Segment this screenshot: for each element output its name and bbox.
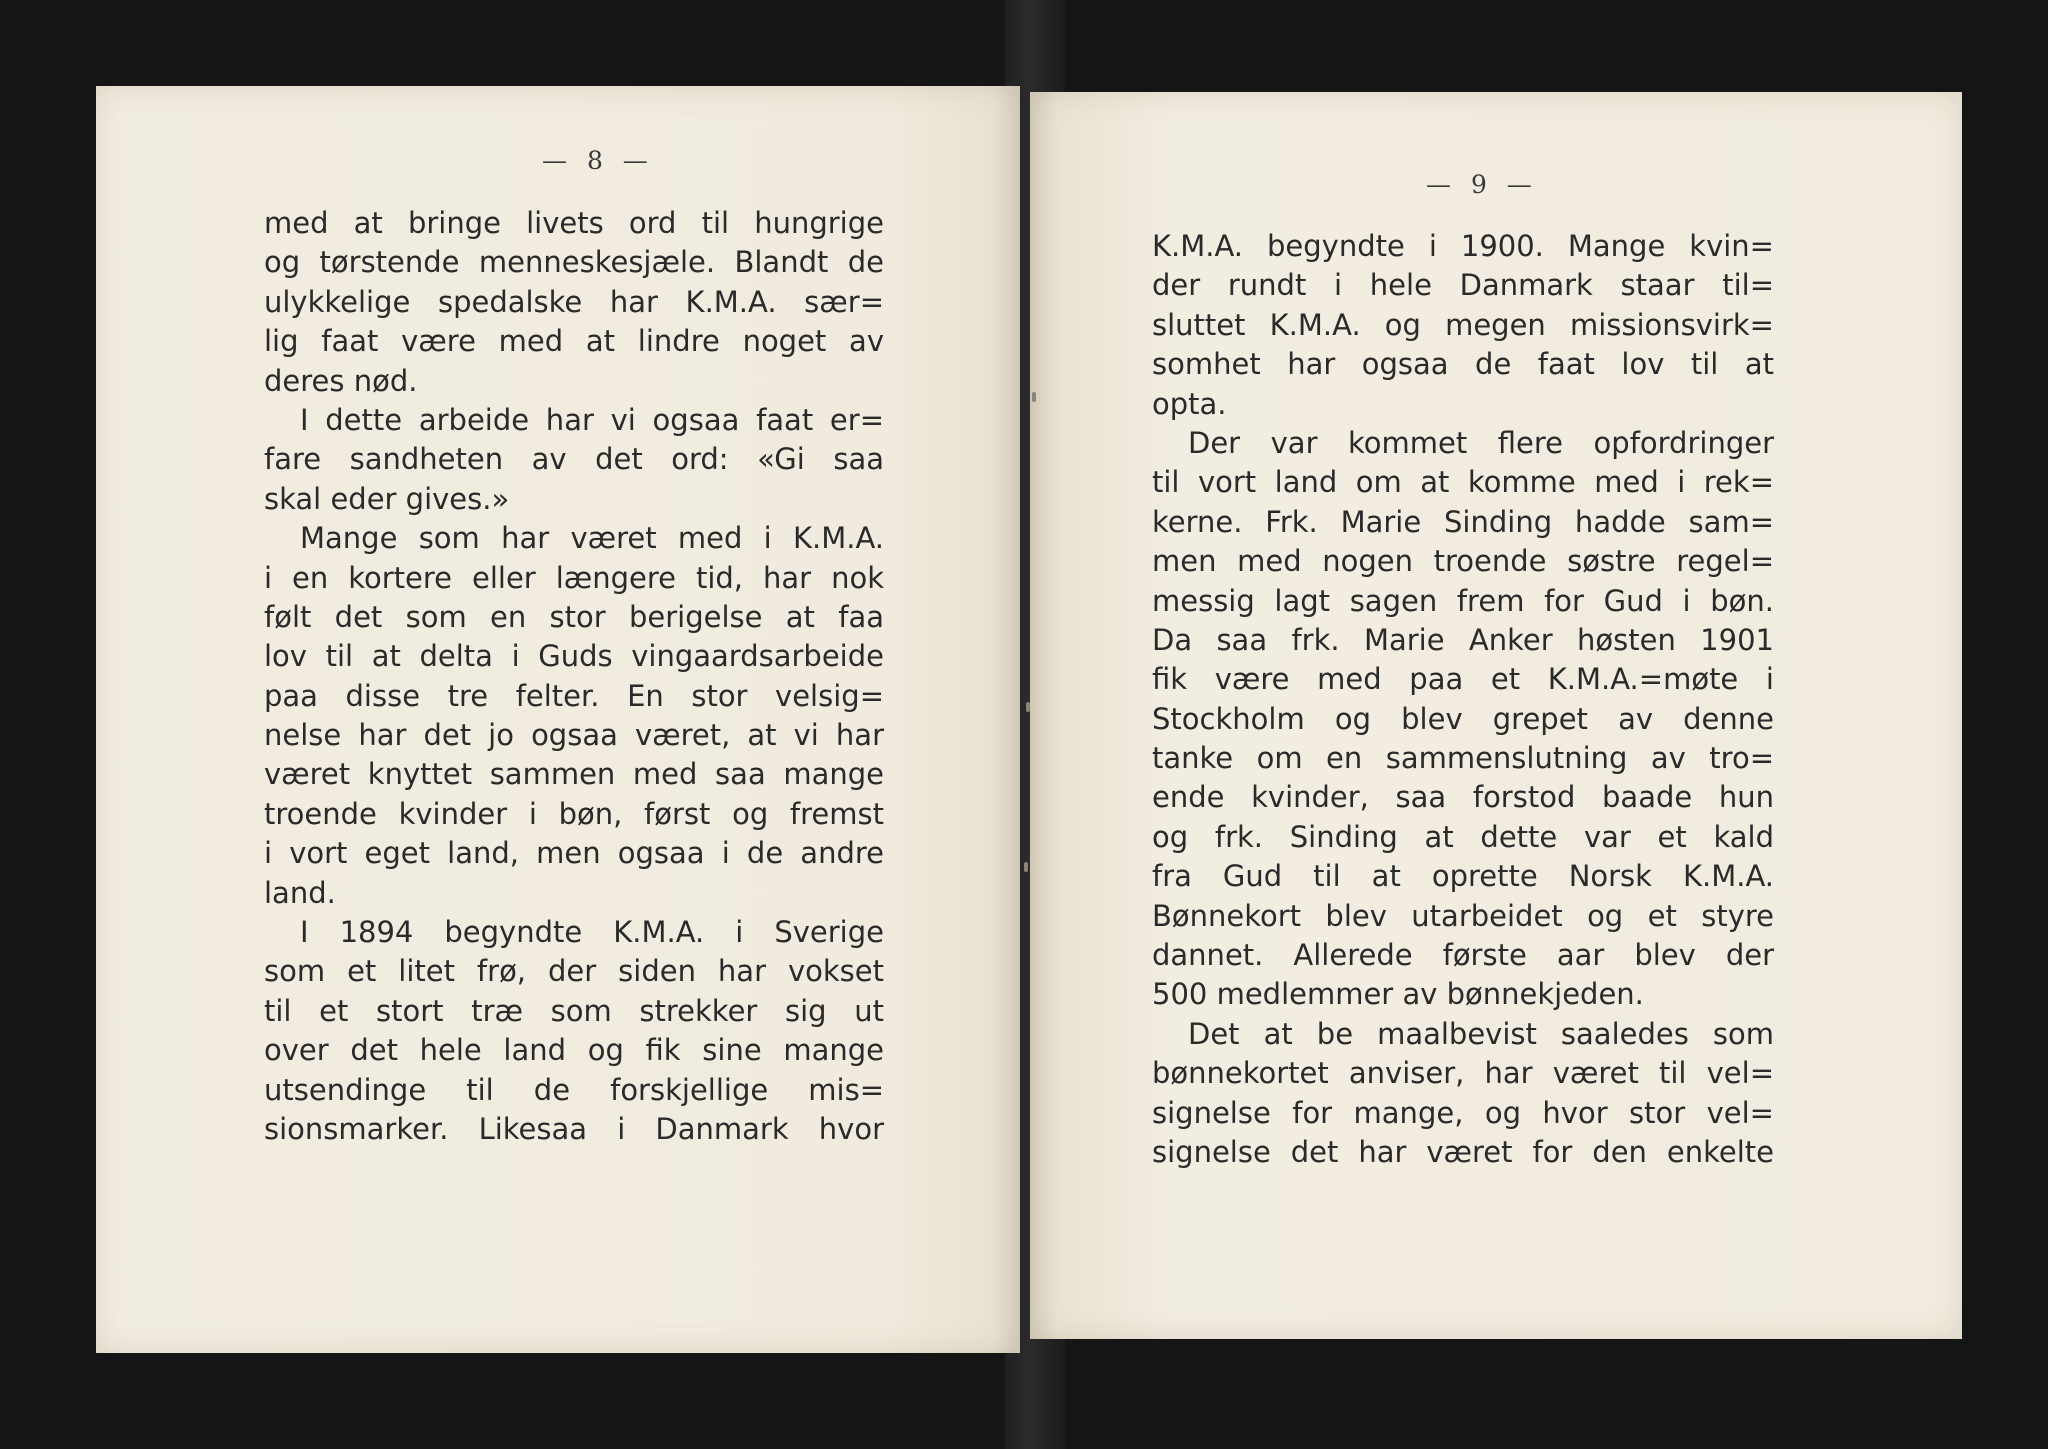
text-line: Stockholm og blev grepet av denne	[1152, 701, 1774, 736]
margin-speck	[1032, 392, 1036, 402]
right-page	[1030, 92, 1962, 1339]
text-line: skal eder gives.»	[264, 481, 510, 516]
text-line: ende kvinder, saa forstod baade hun	[1152, 780, 1774, 815]
margin-speck	[1026, 702, 1030, 712]
text-line: Der var kommet flere opfordringer	[1188, 425, 1774, 460]
right-page-text	[1152, 227, 1774, 1172]
text-line: Da saa frk. Marie Anker høsten 1901	[1152, 622, 1774, 657]
left-page-text	[264, 204, 884, 1149]
text-line: Bønnekort blev utarbeidet og et styre	[1152, 898, 1774, 933]
text-line: lig faat være med at lindre noget av	[264, 324, 884, 359]
text-line: og tørstende menneskesjæle. Blandt de	[264, 245, 884, 280]
text-line: til et stort træ som strekker sig ut	[264, 993, 884, 1028]
text-line: følt det som en stor berigelse at faa	[264, 599, 884, 634]
text-line: med at bringe livets ord til hungrige	[264, 206, 884, 240]
text-line: over det hele land og fik sine mange	[264, 1033, 884, 1068]
text-line: men med nogen troende søstre regel=	[1152, 544, 1774, 579]
text-line: Mange som har været med i K.M.A.	[300, 521, 884, 556]
text-line: ulykkelige spedalske har K.M.A. sær=	[264, 284, 884, 319]
left-page	[96, 86, 1020, 1353]
text-line: i vort eget land, men ogsaa i de andre	[264, 836, 884, 871]
text-line: I 1894 begyndte K.M.A. i Sverige	[300, 915, 884, 950]
text-line: lov til at delta i Guds vingaardsarbeide	[264, 639, 884, 674]
text-line: K.M.A. begyndte i 1900. Mange kvin=	[1152, 229, 1774, 263]
text-line: troende kvinder i bøn, først og fremst	[264, 796, 884, 831]
text-line: nelse har det jo ogsaa været, at vi har	[264, 718, 884, 753]
text-line: bønnekortet anviser, har været til vel=	[1152, 1056, 1774, 1091]
text-line: været knyttet sammen med saa mange	[264, 757, 884, 792]
text-line: I dette arbeide har vi ogsaa faat er=	[300, 402, 884, 437]
text-line: sluttet K.M.A. og megen missionsvirk=	[1152, 307, 1774, 342]
text-line: 500 medlemmer av bønnekjeden.	[1152, 977, 1644, 1012]
text-line: dannet. Allerede første aar blev der	[1152, 938, 1774, 973]
text-line: Det at be maalbevist saaledes som	[1188, 1016, 1774, 1051]
text-line: land.	[264, 875, 336, 910]
text-line: somhet har ogsaa de faat lov til at	[1152, 347, 1774, 382]
left-page-number: — 8 —	[542, 146, 654, 175]
text-line: fra Gud til at oprette Norsk K.M.A.	[1152, 859, 1774, 894]
text-line: opta.	[1152, 386, 1227, 421]
text-line: signelse det har været for den enkelte	[1152, 1134, 1774, 1169]
text-line: fik være med paa et K.M.A.=møte i	[1152, 662, 1774, 697]
text-line: utsendinge til de forskjellige mis=	[264, 1072, 884, 1107]
text-line: paa disse tre felter. En stor velsig=	[264, 678, 884, 713]
text-line: signelse for mange, og hvor stor vel=	[1152, 1095, 1774, 1130]
text-line: sionsmarker. Likesaa i Danmark hvor	[264, 1111, 884, 1146]
text-line: tanke om en sammenslutning av tro=	[1152, 741, 1774, 776]
margin-speck	[1024, 862, 1028, 872]
right-page-number: — 9 —	[1426, 170, 1538, 199]
text-line: messig lagt sagen frem for Gud i bøn.	[1152, 583, 1774, 618]
text-line: i en kortere eller længere tid, har nok	[264, 560, 884, 595]
text-line: og frk. Sinding at dette var et kald	[1152, 819, 1774, 854]
text-line: som et litet frø, der siden har vokset	[264, 954, 884, 989]
text-line: til vort land om at komme med i rek=	[1152, 465, 1774, 500]
text-line: fare sandheten av det ord: «Gi saa	[264, 442, 884, 477]
text-line: deres nød.	[264, 363, 418, 398]
text-line: der rundt i hele Danmark staar til=	[1152, 268, 1774, 303]
text-line: kerne. Frk. Marie Sinding hadde sam=	[1152, 504, 1774, 539]
